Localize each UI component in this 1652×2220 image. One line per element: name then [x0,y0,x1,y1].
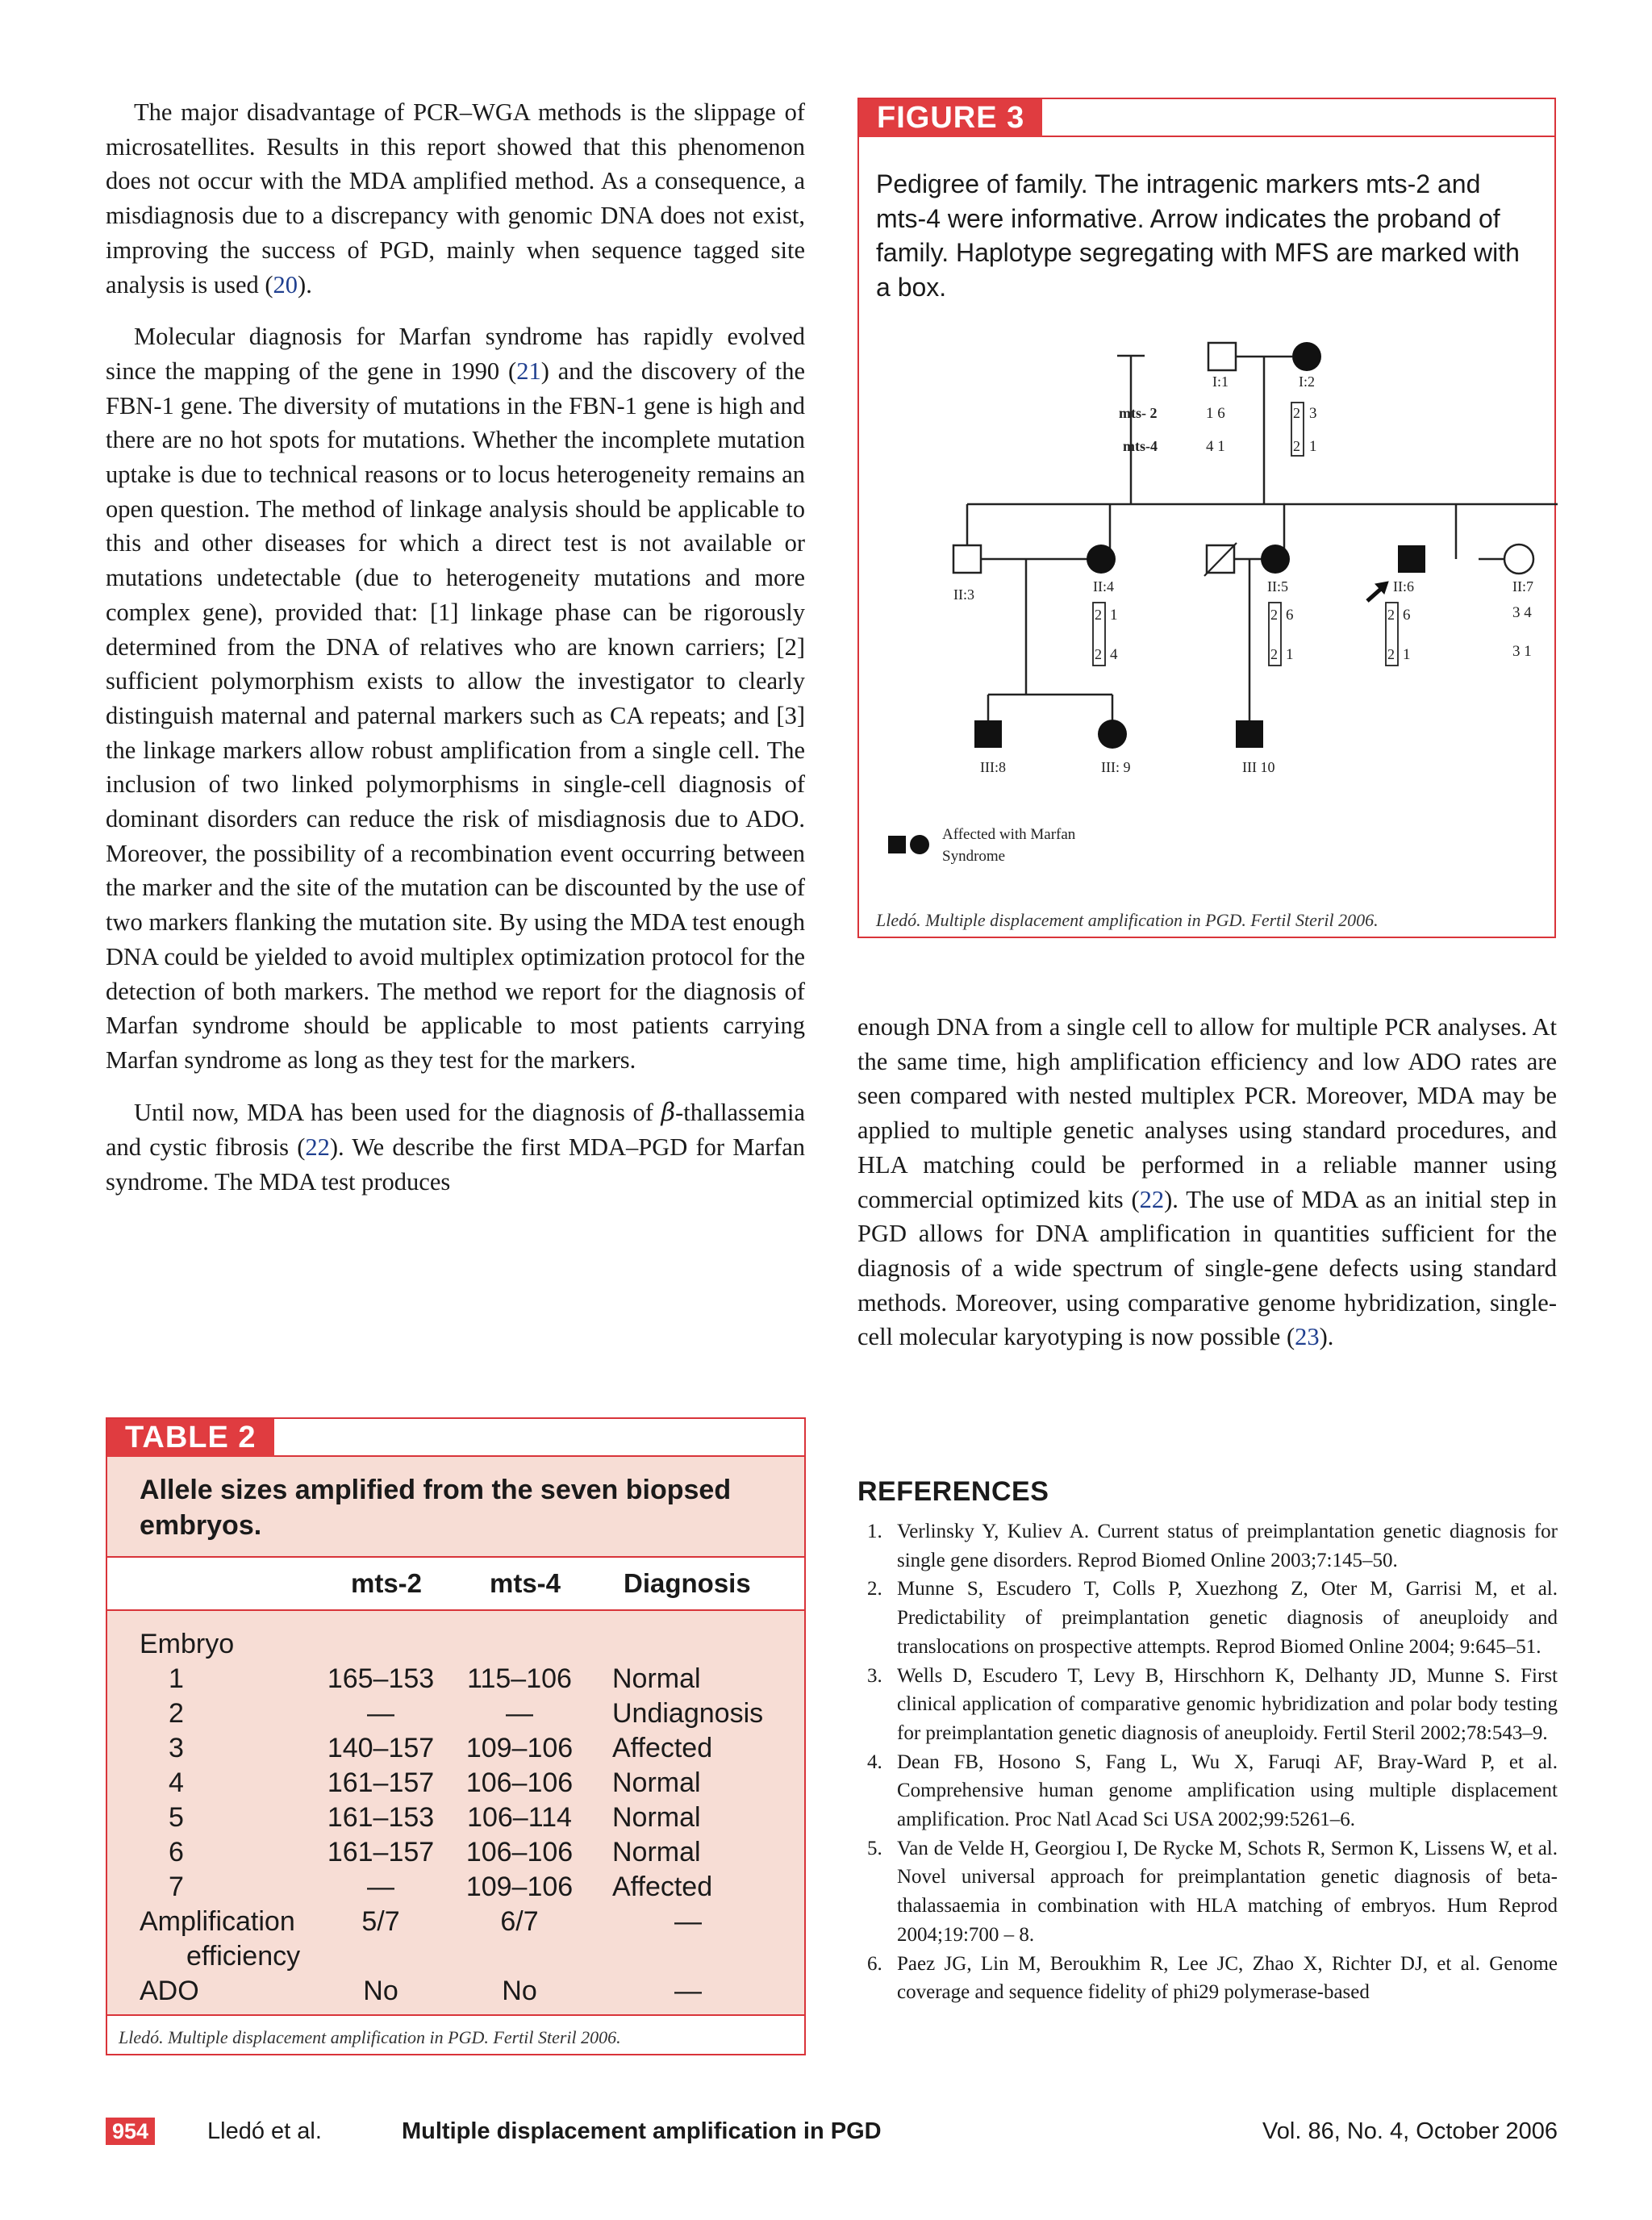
pedigree-allele: 1 [1309,438,1317,455]
reference-link[interactable]: 23 [1295,1323,1320,1351]
proband-arrow-icon [1367,582,1388,601]
pedigree-marker-label: mts-4 [1123,438,1158,454]
references-title: REFERENCES [857,1476,1049,1507]
pedigree-individual-II5 [1261,545,1290,574]
pedigree-allele: 2 [1293,405,1300,421]
pedigree-allele: 3 [1309,405,1317,422]
page-number: 954 [106,2118,155,2145]
table-box: TABLE 2 Allele sizes amplified from the seven biopsed embryos. mts-2 mts-4 Diagnosis Embryo 1 165–153 115–106 Normal 2 — — Undiagnosis 3 140–157 109–106 Affected 4 161–157 106–106 Normal 5 161–153 106–114 Normal 6 161–157 106–106 Normal 7 — 109–106 Affected Amplification efficiency 5/7 6/7 — ADO No No — Lledó. Multiple displacement amplification in PGD. Fertil Steril 2006. [106,1417,806,2055]
pedigree-allele: 3 4 [1512,604,1532,621]
paragraph: The major disadvantage of PCR–WGA methods is the slippage of microsatellites. Results in this report showed that this phenomenon does not occur with the MDA amplified method. As a consequence, a misdiagnosis due to a discrepancy with genomic DNA does not exist, improving the success of PGD, mainly when sequence tagged site analysis is used (20). [106,98,805,298]
paragraph: Until now, MDA has been used for the diagnosis of β-thallassemia and cystic fibrosis (22). We describe the first MDA–PGD for Marfan syndrome. The MDA test produces [106,1098,805,1196]
pedigree-individual-II6 [1398,545,1425,573]
pedigree-allele: 4 1 [1206,438,1225,455]
pedigree-allele: 6 [1286,607,1294,624]
pedigree-allele: 1 [1403,646,1411,663]
right-column [857,1010,1557,1372]
pedigree-individual-III8 [974,720,1002,748]
column-header: mts-4 [490,1568,561,1598]
pedigree-marker-label: mts- 2 [1119,405,1158,421]
column-header: Diagnosis [624,1568,751,1598]
table-rule [107,1609,804,1611]
table-header [107,1558,804,1609]
pedigree-allele: 2 [1270,646,1278,662]
figure-credit: Lledó. Multiple displacement amplification in PGD. Fertil Steril 2006. [876,910,1379,930]
pedigree-label: II:3 [953,586,974,603]
pedigree-individual-I2 [1292,342,1321,371]
reference-item: 1. Verlinsky Y, Kuliev A. Current status of preimplantation genetic diagnosis for single gene disorders. Reprod Biomed Online 2003;7:145–50. [867,1521,1558,1571]
pedigree-allele: 2 [1293,438,1300,454]
reference-link[interactable]: 22 [1139,1185,1165,1213]
pedigree-label: III:8 [980,759,1006,775]
pedigree-allele: 3 1 [1512,643,1532,660]
pedigree-label: II:7 [1512,578,1533,595]
left-column [106,95,805,1217]
pedigree-allele: 2 [1387,607,1395,623]
legend-text: Syndrome [942,848,1006,865]
paragraph: enough DNA from a single cell to allow for multiple PCR analyses. At the same time, high amplification efficiency and low ADO rates are seen compared with nested multiplex PCR. Moreover, MDA may be applied to multiple genetic analyses using standard procedures, and HLA matching could be performed in a reliable manner using commercial optimized kits (22). The use of MDA as an initial step in PGD allows for DNA amplification in quantities sufficient for the diagnosis of a wide spectrum of single-gene defects using standard methods. Moreover, using comparative genome hybridization, single-cell molecular karyotyping is now possible (23). [857,1013,1557,1351]
reference-item: 2. Munne S, Escudero T, Colls P, Xuezhong Z, Oter M, Garrisi M, et al. Predictability of preimplantation genetic diagnosis of aneuploidy and translocations on prospective attempts. Reprod Biomed Online 2004; 9:645–51. [867,1578,1558,1658]
references [857,1476,1558,2007]
pedigree-label: III: 9 [1101,759,1131,775]
table-tag: TABLE 2 [107,1419,274,1457]
pedigree-individual-II4 [1087,545,1116,574]
page-footer [106,2118,1558,2150]
pedigree-individual-I1 [1208,343,1236,370]
row-group-label: Embryo [140,1629,235,1659]
pedigree-label: II:6 [1393,578,1414,595]
pedigree-label: II:4 [1093,578,1114,595]
reference-item: 6. Paez JG, Lin M, Beroukhim R, Lee JC, Zhao X, Richter DJ, et al. Genome coverage and sequence fidelity of phi29 polymerase-based [867,1952,1558,2004]
figure-tag: FIGURE 3 [859,99,1042,137]
footer-volume: Vol. 86, No. 4, October 2006 [1262,2118,1558,2144]
pedigree-allele: 2 [1270,607,1278,623]
reference-link[interactable]: 21 [516,357,541,385]
pedigree-allele: 1 6 [1206,405,1225,422]
pedigree-allele: 1 [1286,646,1294,663]
footer-author: Lledó et al. [207,2118,322,2144]
pedigree-individual-III10 [1236,720,1263,748]
table-caption: Allele sizes amplified from the seven biopsed embryos. [140,1475,732,1541]
pedigree-individual-II7 [1504,545,1533,574]
reference-link[interactable]: 22 [305,1133,330,1162]
pedigree-allele: 4 [1110,646,1118,663]
legend-text: Affected with Marfan [942,826,1076,843]
reference-link[interactable]: 20 [273,270,298,298]
figure-caption: Pedigree of family. The intragenic markers mts-2 and mts-4 were informative. Arrow indicates the proband of family. Haplotype segregating with MFS are marked with a box. [876,169,1520,302]
pedigree-individual-II3 [953,545,981,573]
pedigree-allele: 2 [1095,646,1102,662]
pedigree-label: I:2 [1299,373,1315,390]
table-credit: Lledó. Multiple displacement amplification in PGD. Fertil Steril 2006. [119,2027,621,2047]
reference-item: 4. Dean FB, Hosono S, Fang L, Wu X, Faruqi AF, Bray-Ward P, et al. Comprehensive human genome amplification using multiple displacement amplification. Proc Natl Acad Sci USA 2002;99:5261–6. [867,1751,1558,1831]
figure-box [857,98,1556,938]
pedigree-individual-III9 [1098,720,1127,749]
paragraph: Molecular diagnosis for Marfan syndrome has rapidly evolved since the mapping of the gene in 1990 (21) and the discovery of the FBN-1 gene. The diversity of mutations in the FBN-1 gene is high and there are no hot spots for mutations. Whether the incomplete mutation uptake is due to technical reasons or to locus heterogeneity remains an open question. The method of linkage analysis should be applicable to this and other diseases for which a direct test is not available or mutations undetectable (due to heterogeneity mutations and more complex gene), provided that: [1] linkage phase can be rigorously determined from the DNA of relatives who are known carriers; [2] sufficient polymorphism exists to allow the investigator to clearly distinguish maternal and paternal markers such as CA repeats; and [3] the linkage markers allow robust amplification from a single cell. The inclusion of two linked polymorphisms in single-cell diagnosis of dominant disorders can reduce the risk of misdiagnosis due to ADO. Moreover, the possibility of a recombination event occurring between the marker and the site of the mutation can be discounted by the use of two markers flanking the mutation site. By using the MDA test enough DNA could be yielded to avoid multiplex optimization protocol for the detection of both markers. The method we report for the diagnosis of Marfan syndrome should be applicable to most patients carrying Marfan syndrome as long as they test for the markers. [106,323,806,1074]
pedigree-label: II:5 [1267,578,1288,595]
pedigree-allele: 1 [1110,607,1118,624]
column-header: mts-2 [351,1568,423,1598]
pedigree-allele: 2 [1095,607,1102,623]
pedigree-label: I:1 [1212,373,1229,390]
pedigree-label: III 10 [1242,759,1275,775]
reference-item: 5. Van de Velde H, Georgiou I, De Rycke M, Schots R, Sermon K, Lissens W, et al. Novel universal approach for preimplantation genetic diagnosis of beta-thalassaemia in combination with HLA matching of embryos. Hum Reprod 2004;19:700 – 8. [867,1837,1558,1946]
legend-affected-female-icon [910,835,929,854]
pedigree-diagram [859,99,1558,940]
reference-item: 3. Wells D, Escudero T, Levy B, Hirschhorn K, Delhanty JD, Munne S. First clinical application of comparative genomic hybridization and polar body testing for preimplantation genetic diagnosis of aneuploidy. Fertil Steril 2002;78:543–9. [867,1664,1558,1744]
pedigree-allele: 6 [1403,607,1411,624]
pedigree-allele: 2 [1387,646,1395,662]
footer-title: Multiple displacement amplification in PGD [402,2118,882,2144]
